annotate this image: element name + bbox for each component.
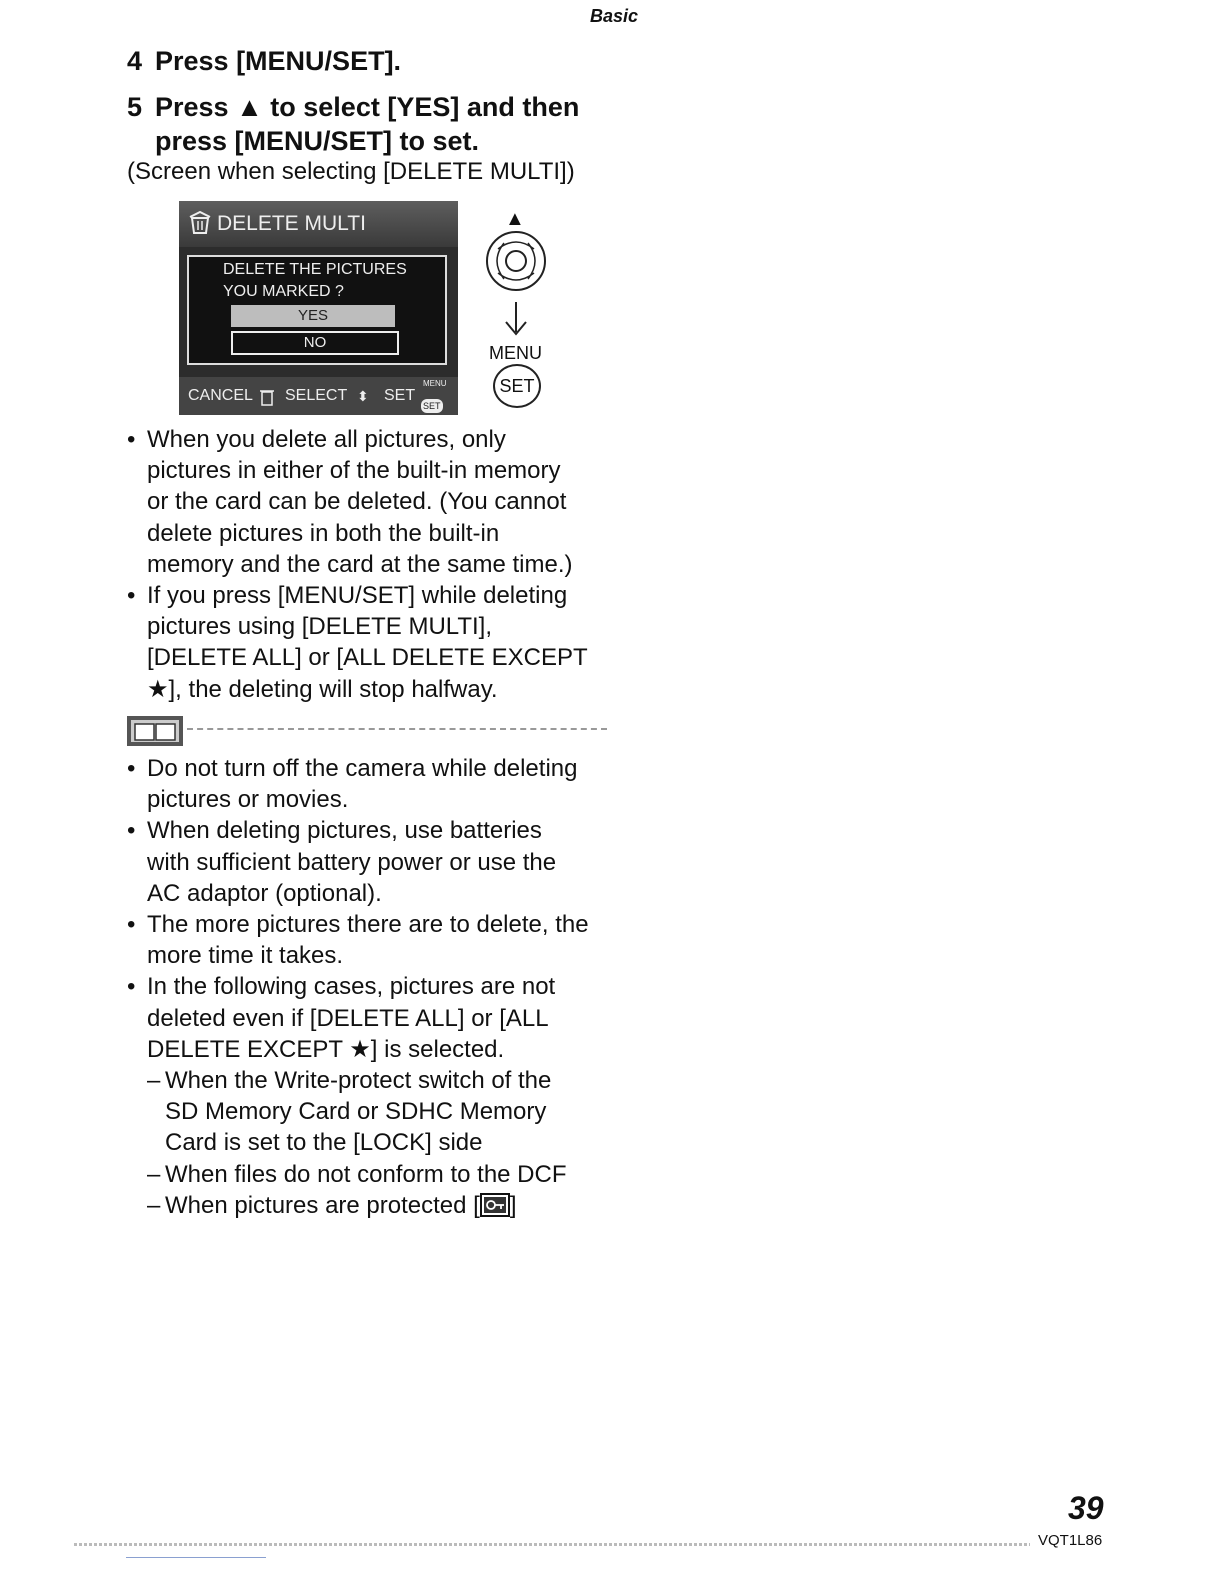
sub-item bbox=[127, 1065, 617, 1159]
no-option[interactable]: NO bbox=[231, 331, 399, 355]
protect-key-icon bbox=[480, 1193, 510, 1217]
list-item-line: • In the following cases, pictures are not bbox=[147, 973, 556, 1001]
list-item-line: or the card can be deleted. (You cannot bbox=[147, 488, 567, 516]
camera-lcd-screen bbox=[179, 201, 458, 415]
list-item-line: • Do not turn off the camera while deleting bbox=[147, 755, 578, 782]
footer-select-label: SELECT bbox=[285, 387, 348, 404]
sub-item-suffix: ] bbox=[509, 1191, 517, 1219]
down-arrow-icon bbox=[503, 302, 529, 338]
list-item-line: pictures using [DELETE MULTI], bbox=[147, 613, 492, 641]
sub-item-line bbox=[165, 1190, 617, 1221]
menu-label: MENU bbox=[489, 343, 542, 363]
footer-rule bbox=[74, 1543, 1030, 1546]
trash-icon bbox=[187, 211, 213, 235]
yes-option[interactable]: YES bbox=[231, 305, 395, 327]
list-item-line: pictures in either of the built-in memory bbox=[147, 457, 561, 485]
up-arrow-icon: ▲ bbox=[505, 208, 525, 230]
dash-marker: – bbox=[147, 1191, 161, 1219]
list-item-line: • When deleting pictures, use batteries bbox=[147, 817, 542, 845]
confirm-dialog bbox=[187, 255, 447, 365]
list-item-line: delete pictures in both the built-in bbox=[147, 519, 500, 547]
list-item-line: • When you delete all pictures, only bbox=[147, 426, 506, 453]
list-item-line: • The more pictures there are to delete, the bbox=[147, 911, 589, 939]
step-text: Press ▲ to select [YES] and then bbox=[155, 92, 580, 122]
list-item bbox=[127, 909, 617, 971]
sub-item bbox=[127, 1190, 617, 1221]
list-item bbox=[127, 971, 617, 1065]
sub-item-line: When files do not conform to the DCF bbox=[165, 1160, 567, 1188]
footer-set-label: SET bbox=[384, 387, 416, 404]
lcd-title-bar bbox=[179, 201, 458, 247]
list-item-line: DELETE EXCEPT ★] is selected. bbox=[147, 1035, 505, 1063]
dialog-message-line: DELETE THE PICTURES bbox=[223, 261, 407, 278]
step-4 bbox=[127, 44, 401, 78]
list-item-line: [DELETE ALL] or [ALL DELETE EXCEPT bbox=[147, 644, 588, 672]
sub-item bbox=[127, 1159, 617, 1190]
dash-marker: – bbox=[147, 1067, 161, 1095]
footer-underline bbox=[126, 1557, 266, 1558]
sub-item-line: When the Write-protect switch of the bbox=[165, 1067, 552, 1095]
sub-item-line: Card is set to the [LOCK] side bbox=[165, 1129, 483, 1157]
step-number: 4 bbox=[127, 46, 143, 76]
list-item-line: deleted even if [DELETE ALL] or [ALL bbox=[147, 1004, 549, 1032]
sub-item-line: SD Memory Card or SDHC Memory bbox=[165, 1098, 547, 1126]
dash-marker: – bbox=[147, 1160, 161, 1188]
list-item-line: pictures or movies. bbox=[147, 786, 349, 814]
section-tag: Basic bbox=[590, 6, 639, 26]
list-item-line: ★], the deleting will stop halfway. bbox=[147, 675, 498, 703]
set-button-icon: SET bbox=[493, 364, 541, 408]
step-number: 5 bbox=[127, 92, 143, 122]
step-text-continued: press [MENU/SET] to set. bbox=[155, 126, 480, 156]
sub-item-text: When pictures are protected [ bbox=[165, 1191, 480, 1219]
list-item bbox=[127, 424, 617, 580]
book-icon bbox=[127, 716, 183, 746]
footer-menu-label: MENU bbox=[423, 379, 447, 388]
list-item-line: • If you press [MENU/SET] while deleting bbox=[147, 582, 568, 610]
footer-set-badge: SET bbox=[423, 401, 441, 411]
dashed-divider bbox=[187, 728, 607, 730]
lcd-footer bbox=[179, 377, 458, 415]
page-number: 39 bbox=[1068, 1490, 1104, 1526]
list-item bbox=[127, 815, 617, 909]
step-text: Press [MENU/SET]. bbox=[155, 46, 402, 76]
list-item-line: AC adaptor (optional). bbox=[147, 879, 382, 907]
bullet-list-2 bbox=[127, 753, 617, 1221]
list-item bbox=[127, 753, 617, 815]
dpad-arrows-icon: ⬍ bbox=[357, 388, 369, 404]
list-item-line: with sufficient battery power or use the bbox=[147, 848, 557, 876]
list-item bbox=[127, 580, 617, 705]
dialog-message-line: YOU MARKED ? bbox=[223, 283, 344, 300]
list-item-line: more time it takes. bbox=[147, 942, 344, 970]
trash-icon bbox=[259, 388, 275, 406]
step-5 bbox=[127, 90, 579, 158]
footer-cancel-label: CANCEL bbox=[188, 387, 253, 404]
dpad-icon bbox=[484, 229, 548, 293]
list-item-line: memory and the card at the same time.) bbox=[147, 550, 573, 578]
document-code: VQT1L86 bbox=[1038, 1532, 1103, 1549]
screen-caption: (Screen when selecting [DELETE MULTI]) bbox=[127, 158, 575, 185]
bullet-list-1 bbox=[127, 424, 617, 705]
note-divider bbox=[127, 716, 607, 746]
lcd-title: DELETE MULTI bbox=[217, 212, 366, 235]
